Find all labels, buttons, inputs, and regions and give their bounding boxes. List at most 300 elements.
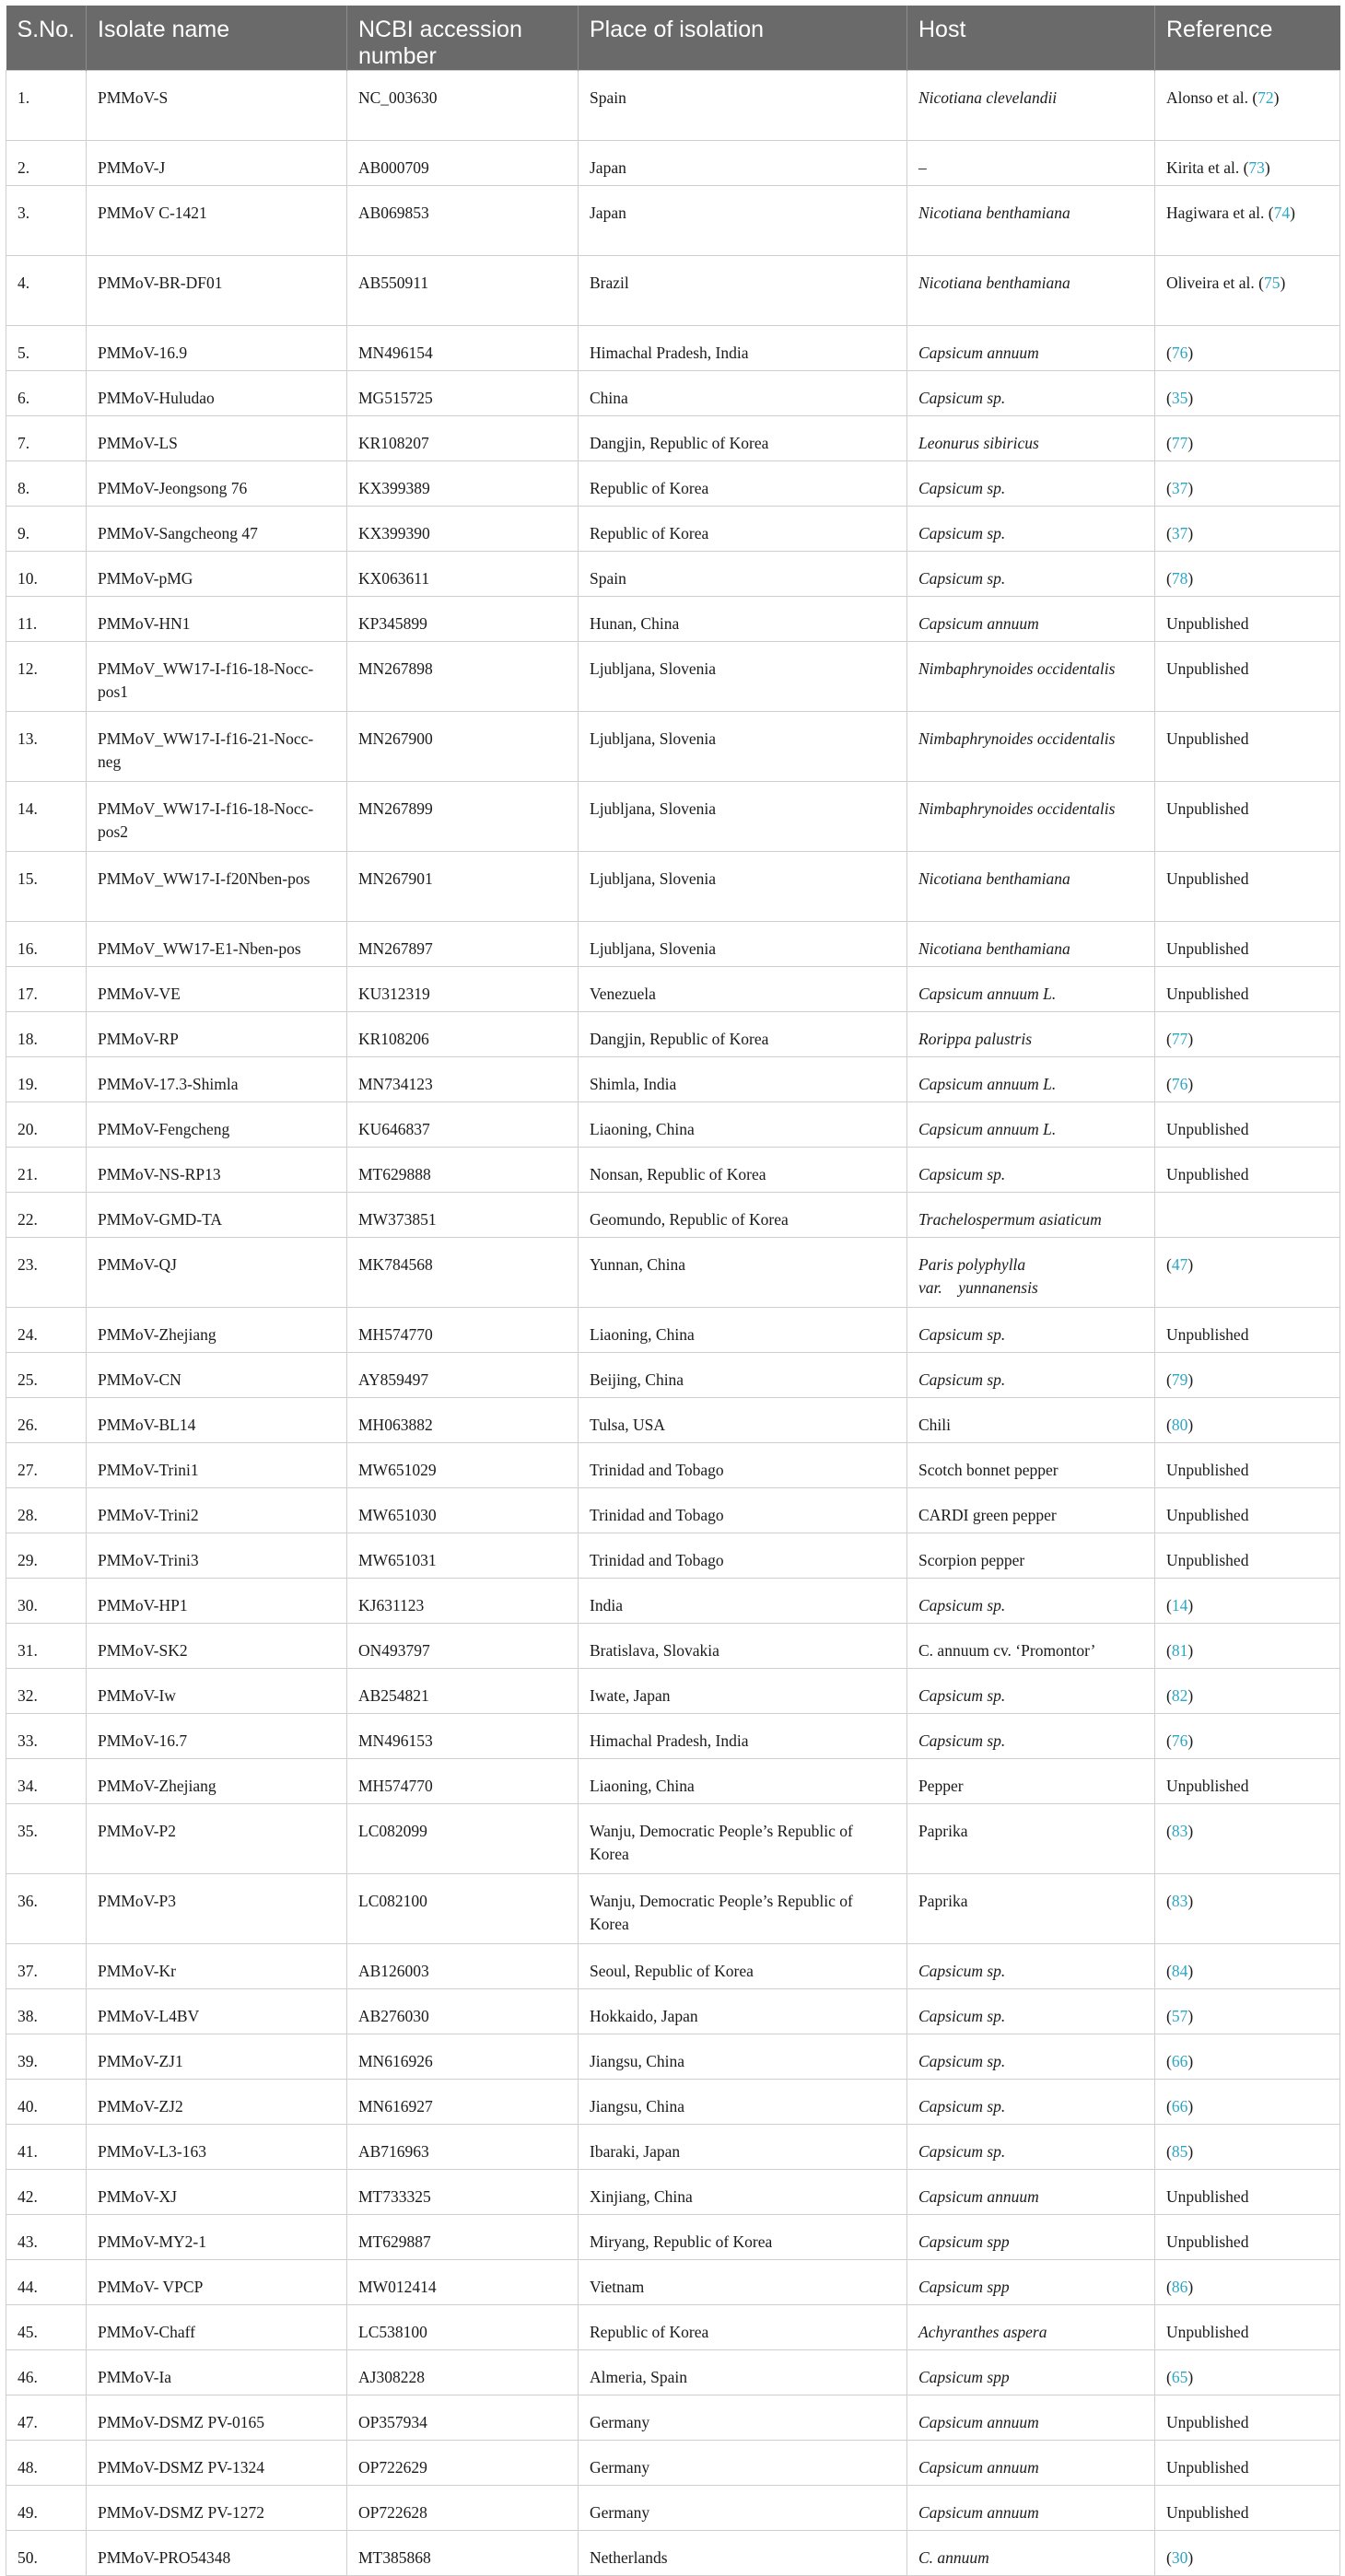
reference-link[interactable]: 82 (1171, 1686, 1188, 1705)
cell-accession: KR108206 (347, 1012, 579, 1057)
cell-reference (1155, 1624, 1340, 1669)
table-row (6, 1148, 1340, 1193)
reference-close: ) (1187, 2142, 1194, 2161)
table-body (6, 71, 1340, 2576)
cell-sno: 11. (6, 597, 87, 642)
cell-reference (1155, 1398, 1340, 1443)
reference-text: ( (1166, 2142, 1172, 2161)
cell-reference (1155, 2350, 1340, 2395)
reference-text: Unpublished (1166, 614, 1249, 633)
cell-place: Venezuela (579, 967, 907, 1012)
reference-close: ) (1187, 1731, 1194, 1750)
reference-text: ( (1166, 2548, 1172, 2567)
reference-text: Hagiwara et al. ( (1166, 204, 1274, 222)
cell-isolate-name: PMMoV-VE (87, 967, 347, 1012)
table-row (6, 2080, 1340, 2125)
cell-host (907, 2305, 1155, 2350)
cell-host (907, 2395, 1155, 2441)
cell-place: Wanju, Democratic People’s Republic of Korea (579, 1874, 907, 1944)
cell-isolate-name: PMMoV-PRO54348 (87, 2531, 347, 2576)
table-row (6, 1759, 1340, 1804)
host-name: Capsicum sp. (918, 569, 1006, 588)
cell-place: Bratislava, Slovakia (579, 1624, 907, 1669)
table-row (6, 1714, 1340, 1759)
reference-link[interactable]: 74 (1273, 204, 1291, 222)
host-name: Paris polyphylla (918, 1255, 1026, 1274)
reference-text: ( (1166, 524, 1172, 542)
table-row (6, 2531, 1340, 2576)
table-row (6, 1443, 1340, 1488)
table-row (6, 2034, 1340, 2080)
cell-host (907, 1989, 1155, 2034)
cell-accession: MT629888 (347, 1148, 579, 1193)
table-row (6, 712, 1340, 782)
reference-text: Alonso et al. ( (1166, 88, 1258, 107)
reference-text: ( (1166, 2007, 1172, 2025)
host-name: Chili (918, 1416, 952, 1434)
reference-text: Unpublished (1166, 1777, 1249, 1795)
cell-isolate-name: PMMoV-GMD-TA (87, 1193, 347, 1238)
reference-link[interactable]: 76 (1171, 344, 1188, 362)
host-name: Rorippa palustris (918, 1030, 1033, 1048)
cell-place: Ibaraki, Japan (579, 2125, 907, 2170)
table-row (6, 552, 1340, 597)
cell-isolate-name: PMMoV-HP1 (87, 1579, 347, 1624)
table-row (6, 1804, 1340, 1874)
cell-isolate-name: PMMoV-Zhejiang (87, 1759, 347, 1804)
reference-close: ) (1187, 479, 1194, 497)
reference-close: ) (1187, 1641, 1194, 1660)
reference-link[interactable]: 75 (1263, 274, 1281, 292)
table-row (6, 2215, 1340, 2260)
cell-sno: 17. (6, 967, 87, 1012)
reference-link[interactable]: 66 (1171, 2097, 1188, 2116)
cell-place: Nonsan, Republic of Korea (579, 1148, 907, 1193)
reference-text: ( (1166, 1030, 1172, 1048)
cell-accession: MW651031 (347, 1533, 579, 1579)
cell-sno: 23. (6, 1238, 87, 1308)
cell-accession: OP722628 (347, 2486, 579, 2531)
host-name: Nicotiana benthamiana (918, 869, 1070, 888)
cell-place: India (579, 1579, 907, 1624)
host-name-variety: var. yunnanensis (918, 1278, 1038, 1297)
host-name: Capsicum sp. (918, 2007, 1006, 2025)
cell-accession: MK784568 (347, 1238, 579, 1308)
cell-host (907, 1944, 1155, 1989)
cell-sno: 7. (6, 416, 87, 461)
reference-link[interactable]: 77 (1171, 434, 1188, 452)
cell-isolate-name: PMMoV_WW17-I-f16-21-Nocc-neg (87, 712, 347, 782)
table-row (6, 1579, 1340, 1624)
cell-sno: 1. (6, 71, 87, 141)
cell-reference (1155, 326, 1340, 371)
table-row (6, 2260, 1340, 2305)
cell-accession: MN267900 (347, 712, 579, 782)
reference-link[interactable]: 76 (1171, 1075, 1188, 1093)
cell-accession: AJ308228 (347, 2350, 579, 2395)
cell-place: Dangjin, Republic of Korea (579, 416, 907, 461)
cell-reference (1155, 712, 1340, 782)
reference-text: Unpublished (1166, 2232, 1249, 2251)
reference-link[interactable]: 76 (1171, 1731, 1188, 1750)
reference-link[interactable]: 66 (1171, 2052, 1188, 2070)
cell-sno: 10. (6, 552, 87, 597)
table-row (6, 852, 1340, 922)
host-name: Capsicum annuum L. (918, 1075, 1057, 1093)
cell-isolate-name: PMMoV-Chaff (87, 2305, 347, 2350)
reference-link[interactable]: 86 (1171, 2278, 1188, 2296)
cell-host (907, 552, 1155, 597)
cell-isolate-name: PMMoV-HN1 (87, 597, 347, 642)
reference-link[interactable]: 65 (1171, 2368, 1188, 2386)
reference-text: ( (1166, 479, 1172, 497)
reference-link[interactable]: 72 (1257, 88, 1274, 107)
cell-sno: 44. (6, 2260, 87, 2305)
cell-reference (1155, 71, 1340, 141)
cell-place: Republic of Korea (579, 2305, 907, 2350)
host-name: CARDI green pepper (918, 1506, 1057, 1524)
reference-link[interactable]: 81 (1171, 1641, 1188, 1660)
host-name: Capsicum sp. (918, 2052, 1006, 2070)
reference-link[interactable]: 83 (1171, 1822, 1188, 1840)
cell-sno: 18. (6, 1012, 87, 1057)
cell-isolate-name: PMMoV-BL14 (87, 1398, 347, 1443)
cell-reference (1155, 507, 1340, 552)
cell-reference (1155, 597, 1340, 642)
host-name: Capsicum sp. (918, 1325, 1006, 1344)
cell-host (907, 2350, 1155, 2395)
cell-sno: 43. (6, 2215, 87, 2260)
cell-isolate-name: PMMoV-QJ (87, 1238, 347, 1308)
host-name: C. annuum (918, 2548, 989, 2567)
cell-sno: 40. (6, 2080, 87, 2125)
header-sno: S.No. (6, 6, 87, 71)
cell-reference (1155, 1759, 1340, 1804)
cell-place: Vietnam (579, 2260, 907, 2305)
cell-reference (1155, 2260, 1340, 2305)
cell-sno: 19. (6, 1057, 87, 1102)
cell-sno: 35. (6, 1804, 87, 1874)
reference-link[interactable]: 83 (1171, 1892, 1188, 1910)
cell-host (907, 1102, 1155, 1148)
cell-reference (1155, 1443, 1340, 1488)
cell-accession: AB126003 (347, 1944, 579, 1989)
reference-close: ) (1264, 158, 1270, 177)
reference-text: ( (1166, 1822, 1172, 1840)
cell-host (907, 1398, 1155, 1443)
table-row (6, 141, 1340, 186)
host-name: Achyranthes aspera (918, 2323, 1047, 2341)
reference-link[interactable]: 47 (1171, 1255, 1188, 1274)
cell-isolate-name: PMMoV-XJ (87, 2170, 347, 2215)
cell-accession: AB069853 (347, 186, 579, 256)
cell-isolate-name: PMMoV-LS (87, 416, 347, 461)
cell-isolate-name: PMMoV-ZJ2 (87, 2080, 347, 2125)
cell-sno: 26. (6, 1398, 87, 1443)
cell-reference (1155, 2080, 1340, 2125)
table-row (6, 597, 1340, 642)
table-row (6, 461, 1340, 507)
reference-link[interactable]: 77 (1171, 1030, 1188, 1048)
cell-sno: 48. (6, 2441, 87, 2486)
cell-host (907, 1579, 1155, 1624)
table-row (6, 782, 1340, 852)
table-row (6, 1944, 1340, 1989)
cell-host (907, 416, 1155, 461)
cell-host (907, 782, 1155, 852)
cell-reference (1155, 2486, 1340, 2531)
reference-close: ) (1187, 1416, 1194, 1434)
cell-isolate-name: PMMoV-16.9 (87, 326, 347, 371)
host-name: Capsicum sp. (918, 479, 1006, 497)
cell-accession: MT629887 (347, 2215, 579, 2260)
table-row (6, 507, 1340, 552)
cell-reference (1155, 552, 1340, 597)
cell-reference (1155, 1238, 1340, 1308)
reference-close: ) (1187, 2278, 1194, 2296)
cell-place: Japan (579, 186, 907, 256)
table-row (6, 2125, 1340, 2170)
cell-reference (1155, 1579, 1340, 1624)
reference-link[interactable]: 85 (1171, 2142, 1188, 2161)
reference-close: ) (1187, 1892, 1194, 1910)
reference-text: ( (1166, 1596, 1172, 1614)
reference-close: ) (1187, 1822, 1194, 1840)
reference-text: Unpublished (1166, 659, 1249, 678)
cell-isolate-name: PMMoV C-1421 (87, 186, 347, 256)
cell-host (907, 2441, 1155, 2486)
cell-accession: KU312319 (347, 967, 579, 1012)
cell-host (907, 371, 1155, 416)
cell-place: Ljubljana, Slovenia (579, 782, 907, 852)
cell-isolate-name: PMMoV-pMG (87, 552, 347, 597)
cell-host (907, 256, 1155, 326)
cell-place: Trinidad and Tobago (579, 1533, 907, 1579)
cell-isolate-name: PMMoV-J (87, 141, 347, 186)
cell-host (907, 1057, 1155, 1102)
cell-accession: MN267899 (347, 782, 579, 852)
cell-isolate-name: PMMoV-ZJ1 (87, 2034, 347, 2080)
table-row (6, 186, 1340, 256)
header-place-of-isolation: Place of isolation (579, 6, 907, 71)
cell-accession: KU646837 (347, 1102, 579, 1148)
cell-host (907, 2170, 1155, 2215)
reference-link[interactable]: 14 (1171, 1596, 1188, 1614)
cell-accession: MT733325 (347, 2170, 579, 2215)
cell-place: Geomundo, Republic of Korea (579, 1193, 907, 1238)
reference-link[interactable]: 57 (1171, 2007, 1188, 2025)
table-row (6, 1193, 1340, 1238)
host-name: Leonurus sibiricus (918, 434, 1039, 452)
cell-reference (1155, 2170, 1340, 2215)
cell-place: Republic of Korea (579, 507, 907, 552)
cell-host (907, 2260, 1155, 2305)
host-name: Nimbaphrynoides occidentalis (918, 659, 1116, 678)
reference-text: ( (1166, 434, 1172, 452)
cell-sno: 2. (6, 141, 87, 186)
reference-text: Unpublished (1166, 939, 1249, 958)
cell-reference (1155, 1102, 1340, 1148)
cell-sno: 45. (6, 2305, 87, 2350)
reference-link[interactable]: 73 (1248, 158, 1265, 177)
host-name: Nimbaphrynoides occidentalis (918, 799, 1116, 818)
cell-isolate-name: PMMoV-DSMZ PV-1324 (87, 2441, 347, 2486)
cell-isolate-name: PMMoV-L4BV (87, 1989, 347, 2034)
cell-isolate-name: PMMoV-P3 (87, 1874, 347, 1944)
reference-close: ) (1187, 2548, 1194, 2567)
cell-place: Liaoning, China (579, 1308, 907, 1353)
header-reference: Reference (1155, 6, 1340, 71)
reference-link[interactable]: 37 (1171, 524, 1188, 542)
cell-reference (1155, 2215, 1340, 2260)
cell-sno: 50. (6, 2531, 87, 2576)
reference-link[interactable]: 79 (1171, 1370, 1188, 1389)
reference-text: Unpublished (1166, 1506, 1249, 1524)
reference-close: ) (1187, 1686, 1194, 1705)
cell-place: Himachal Pradesh, India (579, 326, 907, 371)
cell-sno: 24. (6, 1308, 87, 1353)
cell-reference (1155, 1308, 1340, 1353)
cell-isolate-name: PMMoV-Fengcheng (87, 1102, 347, 1148)
cell-sno: 36. (6, 1874, 87, 1944)
table-row (6, 2441, 1340, 2486)
cell-reference (1155, 2531, 1340, 2576)
cell-host (907, 2125, 1155, 2170)
cell-place: Iwate, Japan (579, 1669, 907, 1714)
cell-place: Ljubljana, Slovenia (579, 852, 907, 922)
cell-place: Netherlands (579, 2531, 907, 2576)
host-name: Paprika (918, 1892, 968, 1910)
cell-place: Liaoning, China (579, 1759, 907, 1804)
cell-place: Wanju, Democratic People’s Republic of Korea (579, 1804, 907, 1874)
cell-isolate-name: PMMoV-Kr (87, 1944, 347, 1989)
cell-accession: AY859497 (347, 1353, 579, 1398)
reference-text: ( (1166, 1075, 1172, 1093)
cell-reference (1155, 1353, 1340, 1398)
cell-accession: NC_003630 (347, 71, 579, 141)
reference-text: Unpublished (1166, 1165, 1249, 1183)
host-name: Trachelospermum asiaticum (918, 1210, 1102, 1229)
cell-sno: 25. (6, 1353, 87, 1398)
cell-isolate-name: PMMoV-Trini3 (87, 1533, 347, 1579)
cell-sno: 5. (6, 326, 87, 371)
cell-place: Yunnan, China (579, 1238, 907, 1308)
cell-reference (1155, 1193, 1340, 1238)
reference-text: ( (1166, 1962, 1172, 1980)
cell-isolate-name: PMMoV-RP (87, 1012, 347, 1057)
reference-link[interactable]: 84 (1171, 1962, 1188, 1980)
host-name: Scorpion pepper (918, 1551, 1025, 1569)
cell-reference (1155, 852, 1340, 922)
cell-accession: LC082099 (347, 1804, 579, 1874)
table-row (6, 2486, 1340, 2531)
reference-close: ) (1187, 2052, 1194, 2070)
cell-accession: LC538100 (347, 2305, 579, 2350)
cell-sno: 4. (6, 256, 87, 326)
cell-accession: AB276030 (347, 1989, 579, 2034)
reference-close: ) (1187, 569, 1194, 588)
table-row (6, 1488, 1340, 1533)
reference-text: Unpublished (1166, 2458, 1249, 2477)
table-row (6, 2395, 1340, 2441)
cell-sno: 3. (6, 186, 87, 256)
host-name: Capsicum annuum (918, 614, 1039, 633)
cell-reference (1155, 461, 1340, 507)
host-name: Nicotiana benthamiana (918, 204, 1070, 222)
reference-link[interactable]: 78 (1171, 569, 1188, 588)
reference-text: Unpublished (1166, 985, 1249, 1003)
cell-place: Spain (579, 552, 907, 597)
cell-reference (1155, 2441, 1340, 2486)
cell-place: Trinidad and Tobago (579, 1443, 907, 1488)
cell-host (907, 1148, 1155, 1193)
reference-text: Unpublished (1166, 2323, 1249, 2341)
host-name: Capsicum annuum (918, 2413, 1039, 2431)
table-row (6, 326, 1340, 371)
cell-place: Ljubljana, Slovenia (579, 922, 907, 967)
reference-link[interactable]: 80 (1171, 1416, 1188, 1434)
reference-link[interactable]: 37 (1171, 479, 1188, 497)
cell-sno: 13. (6, 712, 87, 782)
cell-host (907, 597, 1155, 642)
reference-text: ( (1166, 1892, 1172, 1910)
cell-host (907, 1308, 1155, 1353)
host-name: Capsicum sp. (918, 1686, 1006, 1705)
reference-text: Unpublished (1166, 1461, 1249, 1479)
reference-text: ( (1166, 1255, 1172, 1274)
cell-host (907, 461, 1155, 507)
cell-accession: MW651030 (347, 1488, 579, 1533)
cell-accession: MT385868 (347, 2531, 579, 2576)
cell-accession: MW012414 (347, 2260, 579, 2305)
cell-place: Shimla, India (579, 1057, 907, 1102)
cell-accession: AB550911 (347, 256, 579, 326)
table-row (6, 1238, 1340, 1308)
cell-host (907, 141, 1155, 186)
cell-reference (1155, 256, 1340, 326)
cell-place: Brazil (579, 256, 907, 326)
cell-accession: MH574770 (347, 1759, 579, 1804)
cell-sno: 37. (6, 1944, 87, 1989)
cell-host (907, 1624, 1155, 1669)
cell-host (907, 967, 1155, 1012)
cell-host (907, 642, 1155, 712)
reference-link[interactable]: 35 (1171, 389, 1188, 407)
cell-sno: 21. (6, 1148, 87, 1193)
reference-close: ) (1187, 1370, 1194, 1389)
reference-link[interactable]: 30 (1171, 2548, 1188, 2567)
table-row (6, 1398, 1340, 1443)
host-name: Capsicum annuum (918, 2187, 1039, 2206)
reference-text: ( (1166, 1731, 1172, 1750)
host-name: Capsicum sp. (918, 1731, 1006, 1750)
cell-sno: 32. (6, 1669, 87, 1714)
table-row (6, 642, 1340, 712)
cell-host (907, 2215, 1155, 2260)
cell-sno: 33. (6, 1714, 87, 1759)
cell-isolate-name: PMMoV-DSMZ PV-0165 (87, 2395, 347, 2441)
reference-close: ) (1187, 1030, 1194, 1048)
host-name: Capsicum sp. (918, 2142, 1006, 2161)
reference-text: ( (1166, 1416, 1172, 1434)
reference-close: ) (1187, 1255, 1194, 1274)
reference-close: ) (1187, 2007, 1194, 2025)
reference-text: Unpublished (1166, 1325, 1249, 1344)
cell-host (907, 1759, 1155, 1804)
cell-isolate-name: PMMoV_WW17-I-f16-18-Nocc-pos2 (87, 782, 347, 852)
table-row (6, 1874, 1340, 1944)
cell-reference (1155, 1944, 1340, 1989)
